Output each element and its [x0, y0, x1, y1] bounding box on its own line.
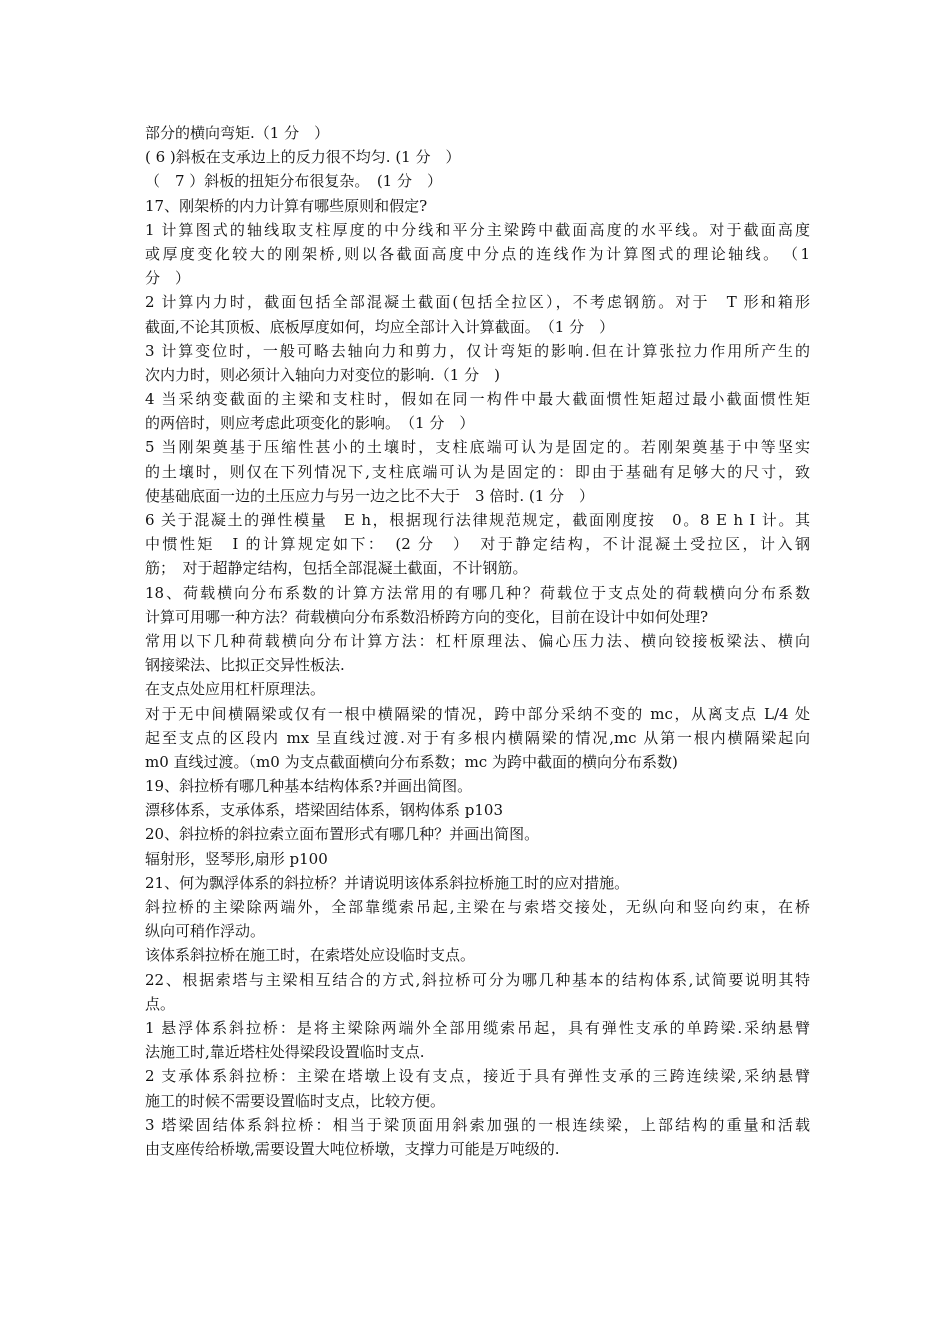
text-line: 漂移体系，支承体系，塔梁固结体系，钢构体系 p103 [145, 801, 504, 820]
text-line: m0 直线过渡。（m0 为支点截面横向分布系数；mc 为跨中截面的横向分布系数) [145, 752, 678, 771]
text-line: 1 计算图式的轴线取支柱厚度的中分线和平分主梁跨中截面高度的水平线。对于截面高度 [145, 220, 810, 239]
text-line: 点。 [145, 994, 176, 1013]
text-line: 4 当采纳变截面的主梁和支柱时，假如在同一构件中最大截面惯性矩超过最小截面惯性矩 [145, 390, 810, 409]
text-line: 17、刚架桥的内力计算有哪些原则和假定? [145, 196, 428, 215]
text-line: （ 7 ）斜板的扭矩分布很复杂。 (1 分 ） [145, 172, 442, 191]
text-line: 20、斜拉桥的斜拉索立面布置形式有哪几种？并画出简图。 [145, 825, 540, 844]
text-line: 纵向可稍作浮动。 [145, 922, 266, 941]
text-line: 或厚度变化较大的刚架桥,则以各截面高度中分点的连线作为计算图式的理论轴线。 （1 [145, 244, 810, 263]
text-line: 部分的横向弯矩.（1 分 ） [145, 124, 330, 142]
document-body [145, 121, 810, 1161]
text-line: 由支座传给桥墩,需要设置大吨位桥墩，支撑力可能是万吨级的. [145, 1139, 560, 1158]
text-line: 1 悬浮体系斜拉桥：是将主梁除两端外全部用缆索吊起，具有弹性支承的单跨梁.采纳悬臂 [145, 1018, 810, 1037]
text-line: 常用以下几种荷载横向分布计算方法：杠杆原理法、偏心压力法、横向铰接板梁法、横向 [145, 631, 810, 650]
text-line: 中惯性矩 I 的计算规定如下： (2 分 ） 对于静定结构，不计混凝土受拉区，计入钢 [145, 535, 810, 554]
text-line: 施工的时候不需要设置临时支点，比较方便。 [145, 1091, 446, 1110]
text-line: 的两倍时，则应考虑此项变化的影响。 （1 分 ） [145, 414, 475, 433]
text-line: 法施工时,靠近塔柱处得梁段设置临时支点. [145, 1043, 425, 1062]
text-line: 该体系斜拉桥在施工时，在索塔处应设临时支点。 [145, 946, 476, 965]
text-line: 次内力时，则必须计入轴向力对变位的影响.（1 分 ) [145, 365, 500, 384]
text-line: 辐射形，竖琴形,扇形 p100 [145, 849, 328, 868]
text-line: 的土壤时，则仅在下列情况下,支柱底端可认为是固定的：即由于基础有足够大的尺寸，致 [145, 462, 810, 481]
text-line: 19、斜拉桥有哪几种基本结构体系?并画出简图。 [145, 777, 473, 796]
text-line: 筋； 对于超静定结构，包括全部混凝土截面，不计钢筋。 [145, 559, 528, 578]
text-line: 18、荷载横向分布系数的计算方法常用的有哪几种？荷载位于支点处的荷载横向分布系数 [145, 583, 810, 602]
text-line: 3 塔梁固结体系斜拉桥：相当于梁顶面用斜索加强的一根连续梁，上部结构的重量和活载 [145, 1115, 810, 1134]
text-line: 5 当刚架奠基于压缩性甚小的土壤时，支柱底端可认为是固定的。若刚架奠基于中等坚实 [145, 438, 810, 457]
text-line: 2 支承体系斜拉桥：主梁在塔墩上设有支点，接近于具有弹性支承的三跨连续梁,采纳悬臂 [145, 1067, 810, 1086]
text-line: 3 计算变位时，一般可略去轴向力和剪力，仅计弯矩的影响.但在计算张拉力作用所产生的 [145, 341, 810, 360]
text-line: 22、根据索塔与主梁相互结合的方式,斜拉桥可分为哪几种基本的结构体系,试简要说明其特 [145, 970, 810, 989]
text-line: ( 6 )斜板在支承边上的反力很不均匀. (1 分 ） [145, 148, 461, 167]
text-line: 6 关于混凝土的弹性模量 E h，根据现行法律规范规定，截面刚度按 0。8 E h I 计。其 [145, 511, 810, 529]
text-line: 分 ） [145, 269, 191, 288]
text-line: 在支点处应用杠杆原理法。 [145, 680, 326, 699]
text-line: 21、何为飘浮体系的斜拉桥？并请说明该体系斜拉桥施工时的应对措施。 [145, 873, 630, 892]
text-line: 对于无中间横隔梁或仅有一根中横隔梁的情况，跨中部分采纳不变的 mc，从离支点 L/4 处 [145, 704, 810, 723]
text-line: 斜拉桥的主梁除两端外，全部靠缆索吊起,主梁在与索塔交接处，无纵向和竖向约束，在桥 [145, 898, 810, 916]
text-line: 钢接梁法、比拟正交异性板法. [145, 656, 345, 675]
text-line: 计算可用哪一种方法？荷载横向分布系数沿桥跨方向的变化，目前在设计中如何处理? [145, 607, 709, 626]
text-line: 2 计算内力时，截面包括全部混凝土截面(包括全拉区），不考虑钢筋。对于 T 形和箱形 [145, 293, 810, 312]
text-line: 截面,不论其顶板、底板厚度如何，均应全部计入计算截面。 （1 分 ） [145, 317, 615, 336]
text-line: 起至支点的区段内 mx 呈直线过渡.对于有多根内横隔梁的情况,mc 从第一根内横隔梁起向 [145, 728, 810, 747]
text-line: 使基础底面一边的土压应力与另一边之比不大于 3 倍时. (1 分 ） [145, 486, 595, 505]
